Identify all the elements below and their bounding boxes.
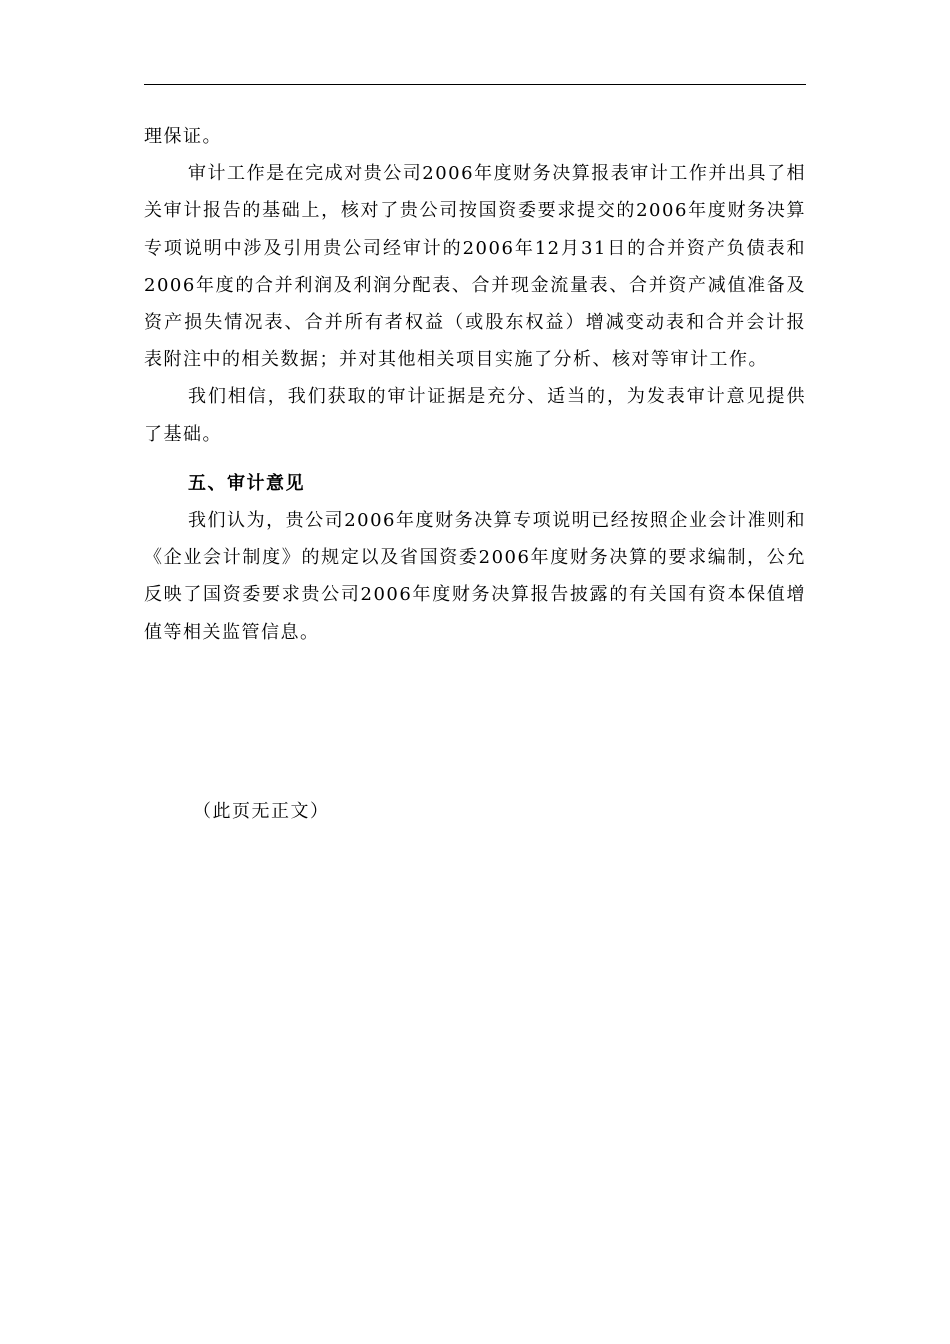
- no-text-note: （此页无正文）: [193, 801, 330, 822]
- paragraph-audit-evidence: 我们相信，我们获取的审计证据是充分、适当的，为发表审计意见提供了基础。: [144, 386, 806, 445]
- body-text: [144, 118, 806, 651]
- paragraph-continuation: 理保证。: [144, 126, 222, 147]
- section-heading-audit-opinion: 五、审计意见: [188, 472, 305, 494]
- paragraph-audit-opinion: 我们认为，贵公司2006年度财务决算专项说明已经按照企业会计准则和《企业会计制度》的规定以及省国资委2006年度财务决算的要求编制，公允反映了国资委要求贵公司2006年度财务决算报告披露的有关国有资本保值增值等相关监管信息。: [144, 510, 806, 643]
- paragraph-audit-work: 审计工作是在完成对贵公司2006年度财务决算报表审计工作并出具了相关审计报告的基础上，核对了贵公司按国资委要求提交的2006年度财务决算专项说明中涉及引用贵公司经审计的2006年12月31日的合并资产负债表和2006年度的合并利润及利润分配表、合并现金流量表、合并资产减值准备及资产损失情况表、合并所有者权益（或股东权益）增减变动表和合并会计报表附注中的相关数据；并对其他相关项目实施了分析、核对等审计工作。: [144, 163, 806, 371]
- header-rule: [144, 84, 806, 85]
